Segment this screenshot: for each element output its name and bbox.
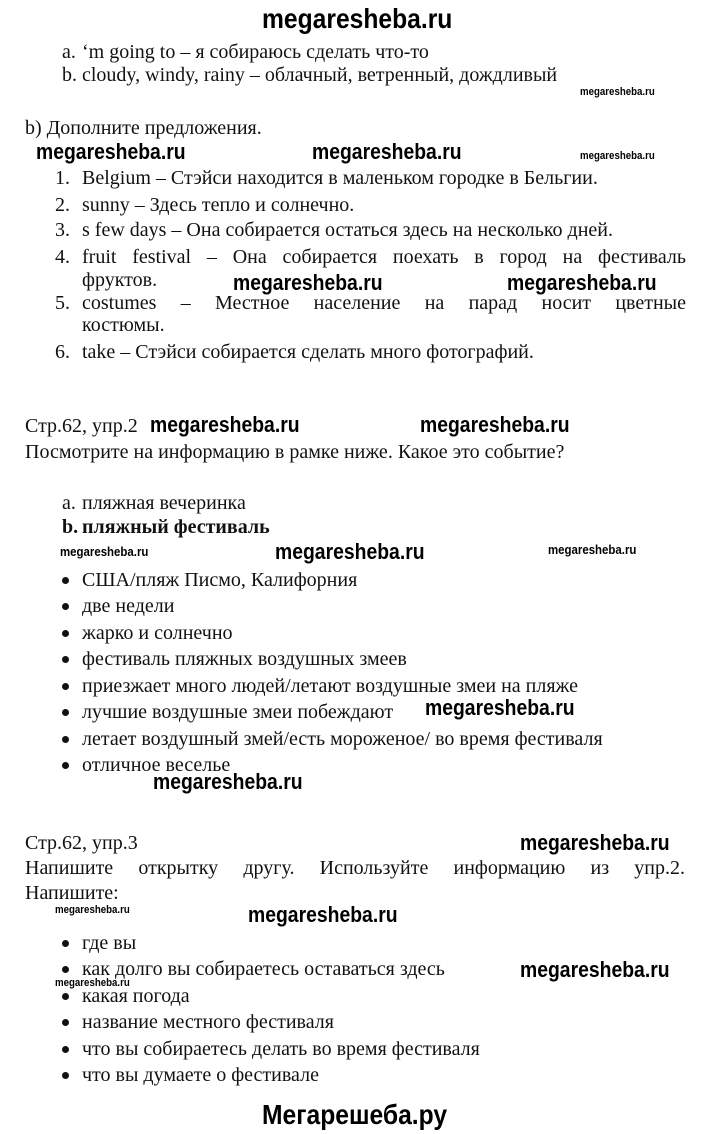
watermark: megaresheba.ru [425,695,575,720]
list-marker: 5. [55,292,70,314]
bullet-item: летает воздушный змей/есть мороженое/ во время фестиваля [82,728,603,750]
watermark: megaresheba.ru [548,542,637,557]
watermark: megaresheba.ru [153,769,303,794]
watermark: megaresheba.ru [312,139,462,164]
watermark: megaresheba.ru [60,544,149,559]
list-item: costumes – Местное население на парад носит цветные [82,292,686,314]
list-item: Belgium – Стэйси находится в маленьком городке в Бельгии. [82,167,598,189]
list-marker: 4. [55,246,70,268]
list-item-continuation: фруктов. [82,269,158,291]
bullet-icon [62,762,69,769]
exercise-title: Стр.62, упр.3 [25,832,138,854]
option: пляжная вечеринка [82,492,246,514]
watermark: megaresheba.ru [262,3,453,34]
bullet-item: приезжает много людей/летают воздушные змеи на пляже [82,675,578,697]
bullet-item: что вы собираетесь делать во время фестиваля [82,1038,480,1060]
exercise-task: Напишите открытку другу. Используйте информацию из упр.2. [25,857,685,879]
watermark: megaresheba.ru [233,270,383,295]
bullet-item: жарко и солнечно [82,622,233,644]
watermark: megaresheba.ru [420,412,570,437]
list-marker: a. [62,492,76,514]
list-marker: b. [62,516,79,538]
bullet-icon [62,736,69,743]
list-marker: b. [62,64,77,86]
bullet-icon [62,1046,69,1053]
list-marker: a. [62,41,76,63]
watermark: megaresheba.ru [275,539,425,564]
bullet-icon [62,683,69,690]
list-item: sunny – Здесь тепло и солнечно. [82,194,355,216]
bullet-item: где вы [82,932,137,954]
exercise-question: Посмотрите на информацию в рамке ниже. Какое это событие? [25,441,565,463]
list-item: fruit festival – Она собирается поехать в город на фестиваль [82,246,686,268]
list-item: take – Стэйси собирается сделать много фотографий. [82,341,534,363]
bullet-item: что вы думаете о фестивале [82,1064,319,1086]
bullet-icon [62,577,69,584]
option-answer: пляжный фестиваль [82,516,270,538]
bullet-item: название местного фестиваля [82,1011,334,1033]
watermark: megaresheba.ru [150,412,300,437]
bullet-item: две недели [82,595,175,617]
bullet-icon [62,709,69,716]
list-item: cloudy, windy, rainy – облачный, ветренный, дождливый [82,64,558,86]
bullet-item: какая погода [82,985,190,1007]
exercise-title: Стр.62, упр.2 [25,415,138,437]
watermark: megaresheba.ru [580,86,655,98]
footer-watermark: Мегарешеба.ру [262,1099,448,1130]
bullet-icon [62,1072,69,1079]
watermark: megaresheba.ru [580,150,655,162]
bullet-item: лучшие воздушные змеи побеждают [82,701,394,723]
bullet-item: США/пляж Писмо, Калифорния [82,569,358,591]
watermark: megaresheba.ru [55,904,130,916]
bullet-item: фестиваль пляжных воздушных змеев [82,648,407,670]
bullet-item: как долго вы собираетесь оставаться здесь [82,958,445,980]
list-item-continuation: костюмы. [82,314,165,336]
watermark: megaresheba.ru [55,977,130,989]
watermark: megaresheba.ru [507,270,657,295]
watermark: megaresheba.ru [36,139,186,164]
exercise-task-continuation: Напишите: [25,882,119,904]
watermark: megaresheba.ru [520,957,670,982]
watermark: megaresheba.ru [520,830,670,855]
bullet-icon [62,993,69,1000]
list-marker: 6. [55,341,70,363]
list-item: ‘m going to – я собираюсь сделать что-то [82,41,429,63]
bullet-icon [62,1019,69,1026]
bullet-icon [62,966,69,973]
bullet-icon [62,940,69,947]
bullet-icon [62,630,69,637]
bullet-icon [62,656,69,663]
bullet-item: отличное веселье [82,754,231,776]
bullet-icon [62,603,69,610]
list-item: s few days – Она собирается остаться здесь на несколько дней. [82,219,613,241]
list-marker: 1. [55,167,70,189]
list-marker: 2. [55,194,70,216]
watermark: megaresheba.ru [248,902,398,927]
list-marker: 3. [55,219,70,241]
section-heading: b) Дополните предложения. [25,117,262,139]
